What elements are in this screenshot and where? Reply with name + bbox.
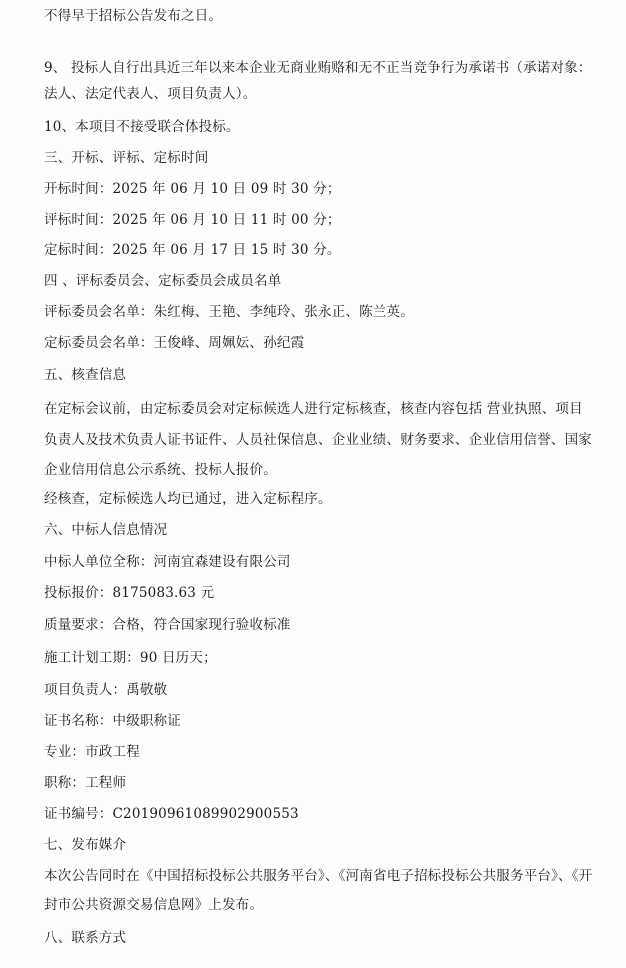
award-committee-list: 定标委员会名单：王俊峰、周姵妘、孙纪霞 xyxy=(44,335,305,351)
publication-media-line-1: 本次公告同时在《中国招标投标公共服务平台》、《河南省电子招标投标公共服务平台》、《开 xyxy=(44,868,593,884)
certificate-name: 证书名称：中级职称证 xyxy=(44,713,181,729)
text-line-continuation: 不得早于招标公告发布之日。 xyxy=(44,8,223,24)
item-9-line-2: 法人、法定代表人、项目负责人）。 xyxy=(44,86,257,102)
winning-bidder-name: 中标人单位全称：河南宜森建设有限公司 xyxy=(44,554,291,570)
bid-opening-time: 开标时间：2025 年 06 月 10 日 09 时 30 分； xyxy=(44,181,341,197)
section-7-heading: 七、发布媒介 xyxy=(44,837,127,853)
specialty: 专业：市政工程 xyxy=(44,744,140,760)
verification-paragraph-line-3: 企业信用信息公示系统、投标人报价。 xyxy=(44,462,277,478)
section-4-heading: 四 、评标委员会、定标委员会成员名单 xyxy=(44,273,282,289)
section-5-heading: 五、核查信息 xyxy=(44,367,127,383)
publication-media-line-2: 封市公共资源交易信息网》上发布。 xyxy=(44,897,264,913)
construction-period: 施工计划工期：90 日历天； xyxy=(44,650,217,666)
section-3-heading: 三、开标、评标、定标时间 xyxy=(44,150,209,166)
project-manager: 项目负责人：禹敬敬 xyxy=(44,682,168,698)
quality-requirement: 质量要求：合格，符合国家现行验收标准 xyxy=(44,617,291,633)
section-8-heading: 八、联系方式 xyxy=(44,930,127,946)
professional-title: 职称：工程师 xyxy=(44,775,127,791)
bid-evaluation-time: 评标时间：2025 年 06 月 10 日 11 时 00 分； xyxy=(44,212,341,228)
verification-result: 经核查，定标候选人均已通过，进入定标程序。 xyxy=(44,491,332,507)
item-10: 10、本项目不接受联合体投标。 xyxy=(44,119,240,135)
item-9-line-1: 9、 投标人自行出具近三年以来本企业无商业贿赂和无不正当竞争行为承诺书（承诺对象： xyxy=(44,60,592,76)
certificate-number: 证书编号：C20190961089902900553 xyxy=(44,806,299,822)
verification-paragraph-line-1: 在定标会议前，由定标委员会对定标候选人进行定标核查，核查内容包括 营业执照、项目 xyxy=(44,401,583,417)
verification-paragraph-line-2: 负责人及技术负责人证书证件、人员社保信息、企业业绩、财务要求、企业信用信誉、国家 xyxy=(44,432,592,448)
bid-price: 投标报价：8175083.63 元 xyxy=(44,585,215,601)
section-6-heading: 六、中标人信息情况 xyxy=(44,522,168,538)
bid-award-time: 定标时间：2025 年 06 月 17 日 15 时 30 分。 xyxy=(44,242,341,258)
evaluation-committee-list: 评标委员会名单：朱红梅、王艳、李纯玲、张永正、陈兰英。 xyxy=(44,304,414,320)
